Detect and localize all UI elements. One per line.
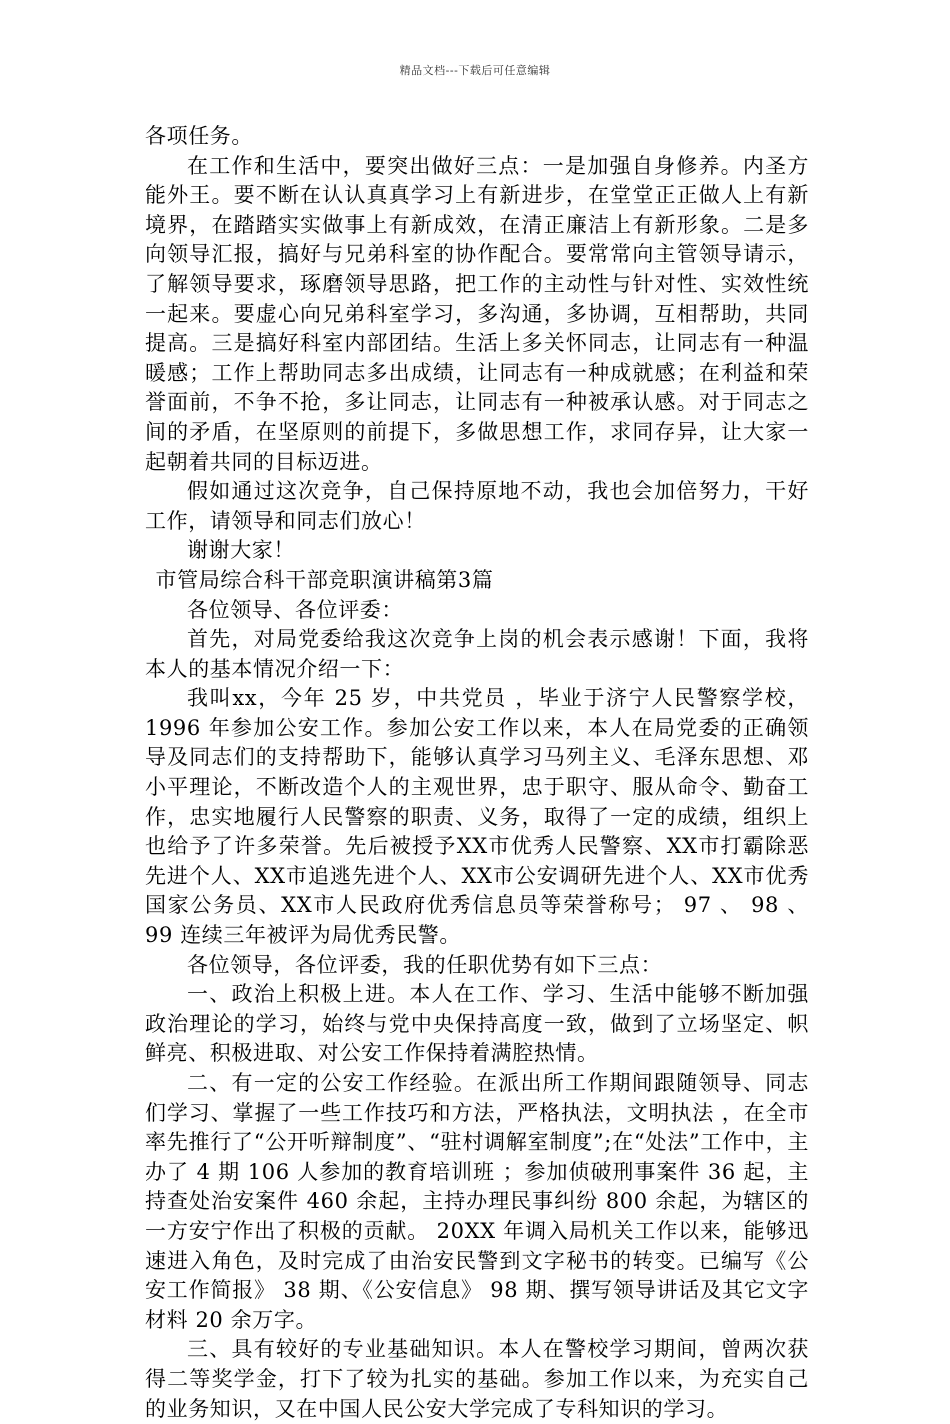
document-body — [145, 122, 809, 1424]
paragraph-continuation: 各项任务。 — [145, 124, 253, 148]
paragraph-advantages-intro: 各位领导，各位评委，我的任职优势有如下三点： — [187, 952, 663, 977]
paragraph-salutation: 各位领导、各位评委： — [187, 597, 403, 622]
paragraph-self-intro: 我叫xx，今年 25 岁，中共党员 ，毕业于济宁人民警察学校， 1996 年参加公安工作。参加公安工作以来，本人在局党委的正确领导及同志们的支持帮助下，能够认真学习马列主义、毛泽东思想、邓小平理论，不断改造个人的主观世界，忠于职守、服从命令、勤奋工作，忠实地履行人民警察的职责、义务，取得了一定的成绩，组织上也给予了许多荣誉。先后被授予XX市优秀人民警察、XX市打霸除恶先进个人、XX市追逃先进个人、XX市公安调研先进个人、XX市优秀国家公务员、XX市人民政府优秀信息员等荣誉称号； 97 、 98 、 99 连续三年被评为局优秀民警。 — [145, 686, 809, 948]
paragraph-three-points: 在工作和生活中，要突出做好三点：一是加强自身修养。内圣方能外王。要不断在认认真真学习上有新进步，在堂堂正正做人上有新境界，在踏踏实实做事上有新成效，在清正廉洁上有新形象。二是多向领导汇报，搞好与兄弟科室的协作配合。要常常向主管领导请示，了解领导要求，琢磨领导思路，把工作的主动性与针对性、实效性统一起来。要虚心向兄弟科室学习，多沟通，多协调，互相帮助，共同提高。三是搞好科室内部团结。生活上多关怀同志，让同志有一种温暖感；工作上帮助同志多出成绩，让同志有一种成就感；在利益和荣誉面前，不争不抢，多让同志，让同志有一种被承认感。对于同志之间的矛盾，在坚原则的前提下，多做思想工作，求同存异，让大家一起朝着共同的目标迈进。 — [145, 153, 809, 474]
paragraph-advantage-three: 三、具有较好的专业基础知识。本人在警校学习期间，曾两次获得二等奖学金，打下了较为扎实的基础。参加工作以来，为充实自己的业务知识，又在中国人民公安大学完成了专科知识的学习。 — [145, 1337, 809, 1421]
page-header: 精品文档---下载后可任意编辑 — [399, 64, 551, 77]
paragraph-commitment: 假如通过这次竞争，自己保持原地不动，我也会加倍努力，干好工作，请领导和同志们放心！ — [145, 479, 809, 533]
paragraph-advantage-one: 一、政治上积极上进。本人在工作、学习、生活中能够不断加强政治理论的学习，始终与党中央保持高度一致，做到了立场坚定、帜鲜亮、积极进取、对公安工作保持着满腔热情。 — [145, 982, 809, 1066]
paragraph-opening: 首先，对局党委给我这次竞争上岗的机会表示感谢！下面，我将本人的基本情况介绍一下： — [145, 627, 809, 681]
section-title: 市管局综合科干部竞职演讲稿第3篇 — [155, 567, 494, 592]
paragraph-thanks: 谢谢大家！ — [187, 538, 295, 563]
paragraph-advantage-two: 二、有一定的公安工作经验。在派出所工作期间跟随领导、同志们学习、掌握了一些工作技巧和方法，严格执法，文明执法 ，在全市率先推行了“公开听辩制度”、“驻村调解室制度”;在“处法”工作中，主办了 4 期 106 人参加的教育培训班 ；参加侦破刑事案件 36 起，主持查处治安案件 460 余起，主持办理民事纠纷 800 余起，为辖区的一方安宁作出了积极的贡献。 20XX 年调入局机关工作以来，能够迅速进入角色，及时完成了由治安民警到文字秘书的转变。已编写《公安工作简报》 38 期、《公安信息》 98 期、撰写领导讲话及其它文字材料 20 余万字。 — [145, 1071, 809, 1332]
